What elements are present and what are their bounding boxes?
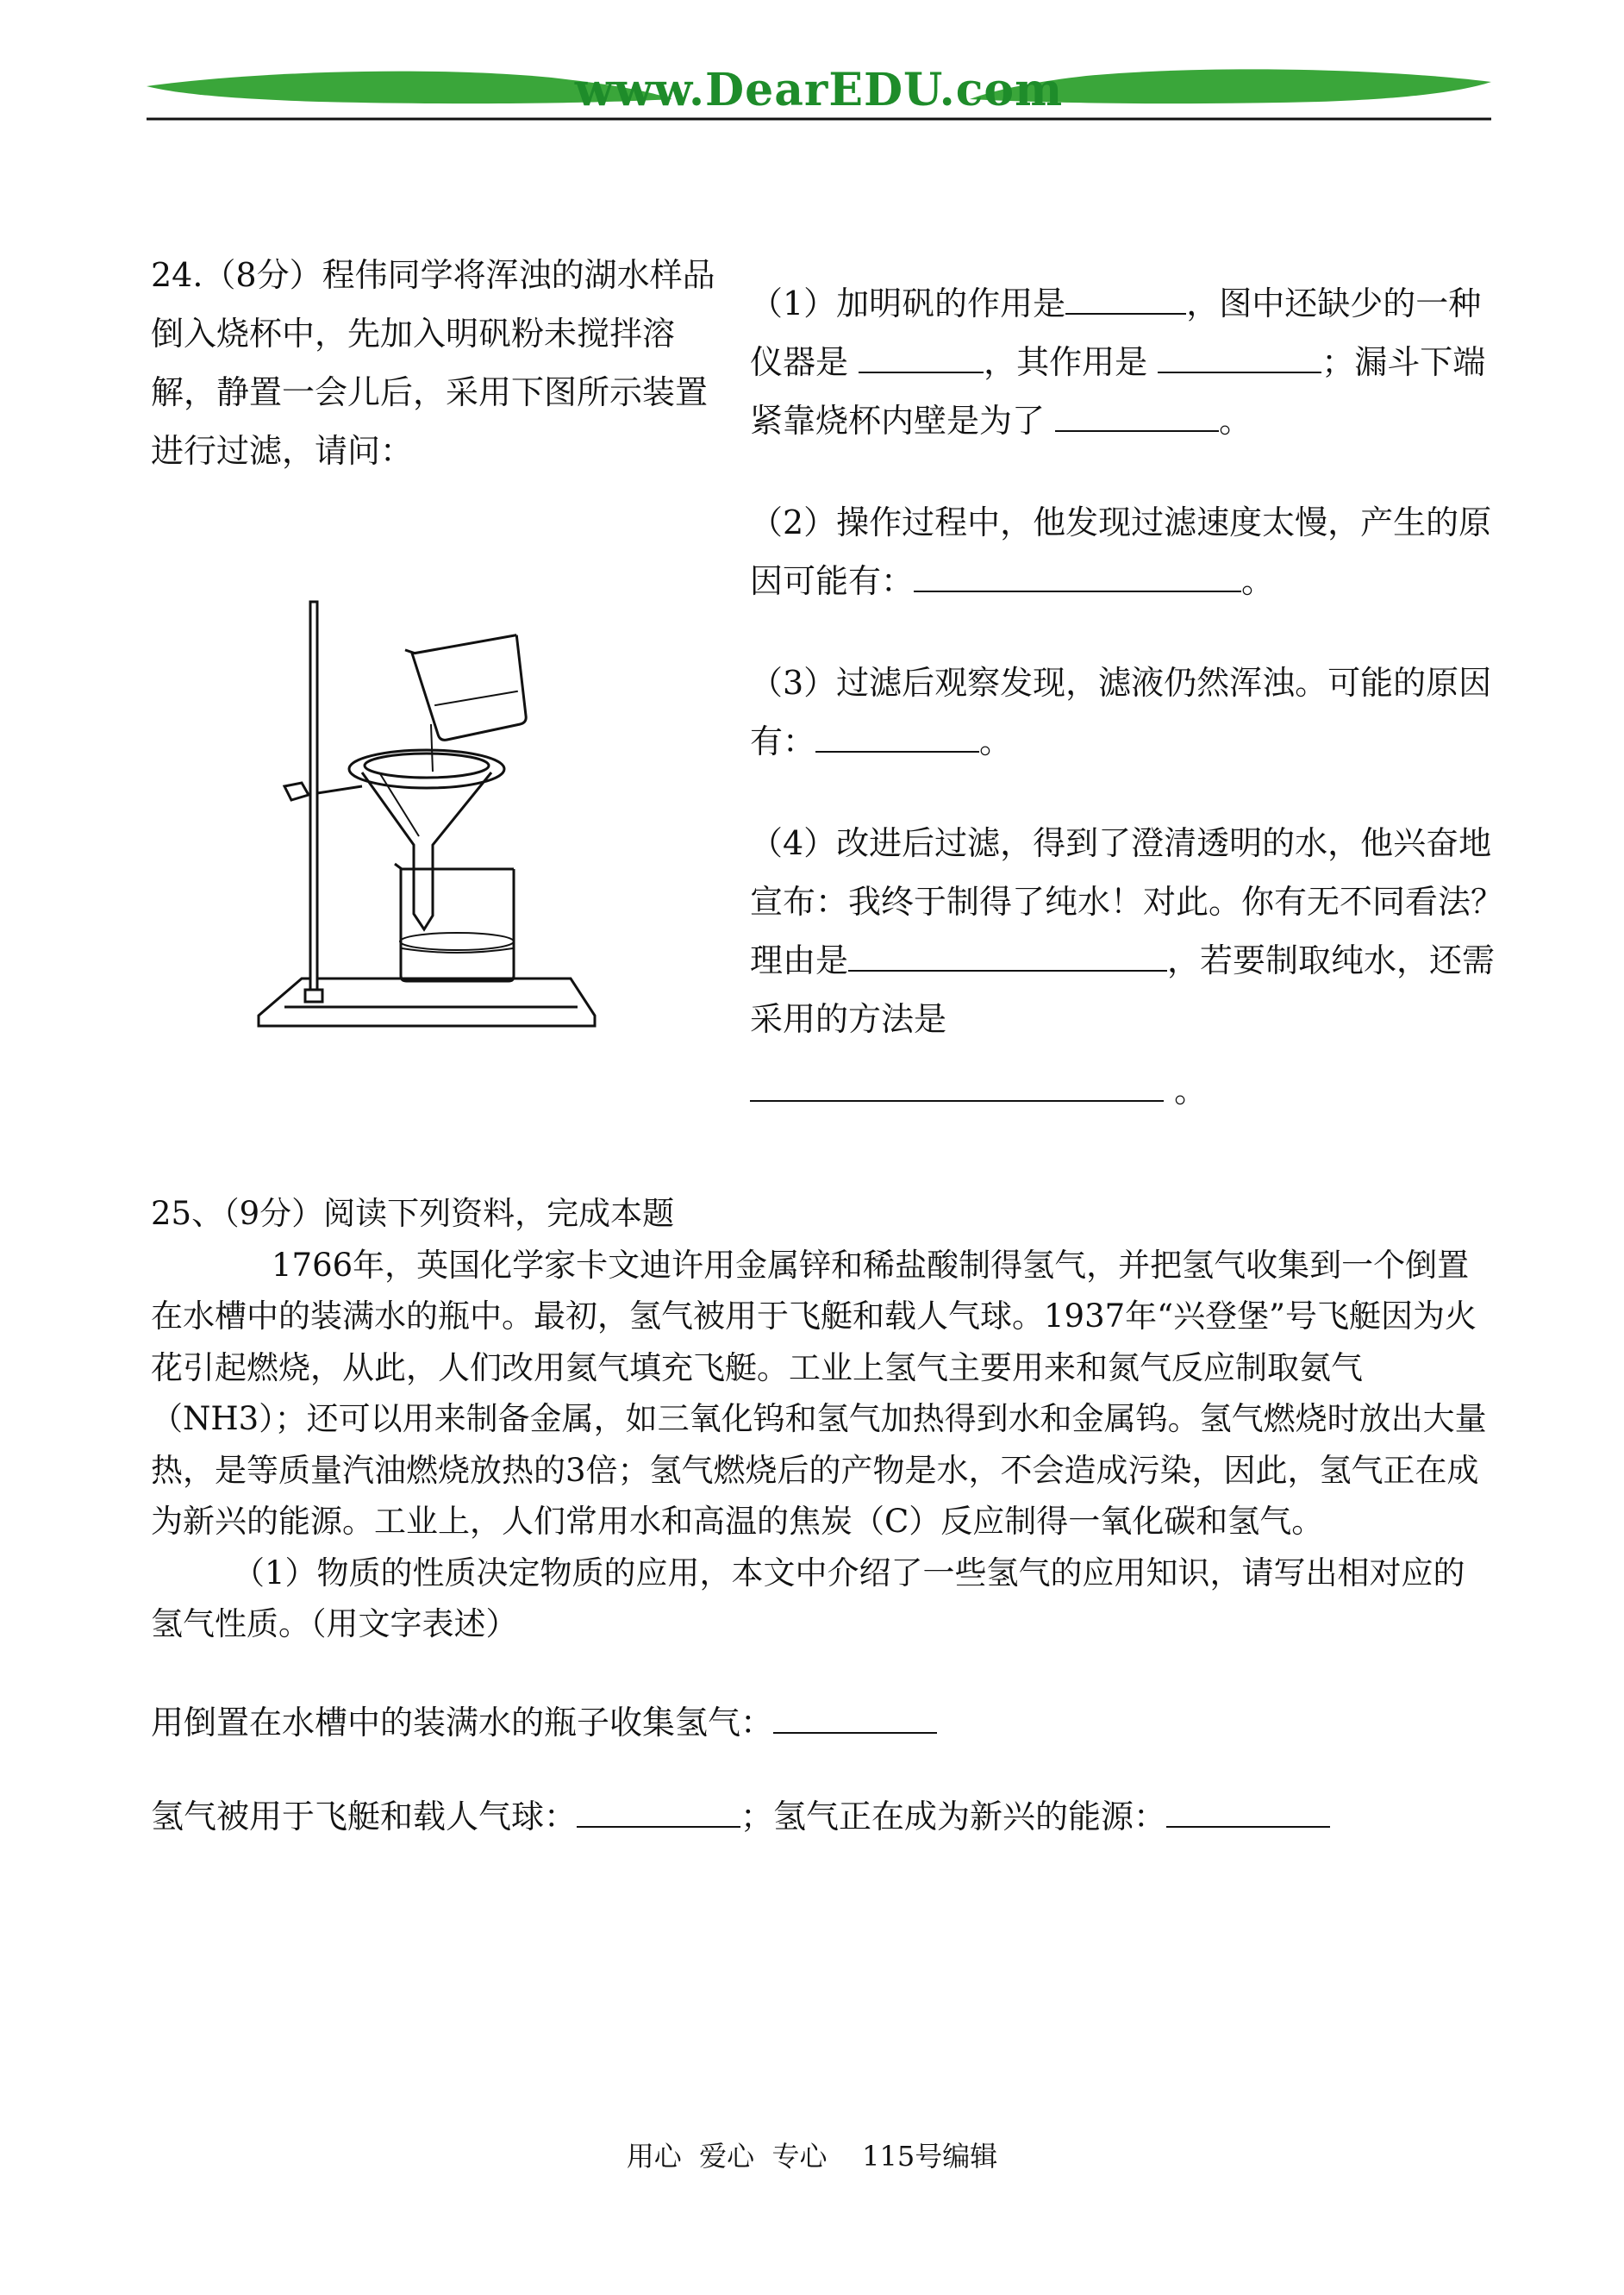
answer-blank[interactable]: [1158, 337, 1321, 373]
q24-part3-text-b: 。: [979, 722, 1013, 760]
q24-part1-text-d: ；漏斗下端紧靠烧杯内壁是为了: [750, 343, 1486, 440]
q24-part4-text-a: （4）改进后过滤，得到了澄清透明的水，他兴奋地宣布：我终于制得了纯水！对此。你有无不同看法？理由是: [750, 824, 1504, 979]
q24-part2: [750, 493, 1508, 610]
q25-answer-line-2: [151, 1792, 1496, 1843]
answer-blank[interactable]: [859, 337, 984, 373]
answer-blank[interactable]: [773, 1698, 937, 1734]
q25-title: 25、（9分）阅读下列资料，完成本题: [151, 1195, 675, 1232]
filtration-apparatus-figure: [250, 595, 612, 1047]
q24-intro: 24.（8分）程伟同学将浑浊的湖水样品倒入烧杯中，先加入明矾粉未搅拌溶解，静置一会儿后，采用下图所示装置进行过滤，请问：: [151, 256, 715, 470]
header-logo: [147, 52, 1491, 129]
q25-subquestion-1: （1）物质的性质决定物质的应用，本文中介绍了一些氢气的应用知识，请写出相对应的氢气性质。（用文字表述）: [151, 1554, 1465, 1642]
answer-blank[interactable]: [1065, 278, 1186, 315]
q24-part1: [750, 274, 1508, 450]
q24-part1-text-b: ，图中还缺少的一种仪器是: [750, 285, 1482, 381]
q25-line2-label-a: 氢气被用于飞艇和载人气球：: [151, 1798, 578, 1835]
q25-passage: 1766年，英国化学家卡文迪许用金属锌和稀盐酸制得氢气，并把氢气收集到一个倒置在水槽中的装满水的瓶中。最初，氢气被用于飞艇和载人气球。1937年“兴登堡”号飞艇因为火花引起燃烧，从此，人们改用氦气填充飞艇。工业上氢气主要用来和氮气反应制取氨气（NH3）；还可以用来制备金属，如三氧化钨和氢气加热得到水和金属钨。氢气燃烧时放出大量热，是等质量汽油燃烧放热的3倍；氢气燃烧后的产物是水，不会造成污染，因此，氢气正在成为新兴的能源。工业上，人们常用水和高温的焦炭（C）反应制得一氧化碳和氢气。: [151, 1246, 1487, 1540]
q24-part2-text-a: （2）操作过程中，他发现过滤速度太慢，产生的原因可能有：: [750, 503, 1492, 600]
answer-blank[interactable]: [750, 1066, 1164, 1102]
q24-part3-text-a: （3）过滤后观察发现，滤液仍然浑浊。可能的原因有：: [750, 664, 1492, 760]
q24-part4: [750, 814, 1508, 1120]
answer-blank[interactable]: [914, 556, 1241, 592]
q24-part1-text-e: 。: [1219, 402, 1252, 440]
q25-line2-label-b: ；氢气正在成为新兴的能源：: [740, 1798, 1167, 1835]
answer-blank[interactable]: [848, 935, 1167, 972]
q24-part4-text-c: 。: [1174, 1072, 1208, 1110]
q24-part3: [750, 653, 1508, 771]
q25-line1-label: 用倒置在水槽中的装满水的瓶子收集氢气：: [151, 1703, 774, 1742]
q24-part2-text-b: 。: [1241, 562, 1275, 600]
answer-blank[interactable]: [577, 1792, 740, 1828]
answer-blank[interactable]: [815, 716, 979, 753]
q24-part1-text-c: ，其作用是: [984, 343, 1148, 381]
site-logo-text: www.DearEDU.com: [574, 64, 1064, 116]
q25-answer-line-1: [151, 1698, 1496, 1749]
page-footer: 用心 爱心 专心 115号编辑: [626, 2140, 998, 2173]
q24-part4-text-b: ，若要制取纯水，还需采用的方法是: [750, 941, 1496, 1038]
q25-block: [151, 1188, 1496, 1843]
q24-part1-text-a: （1）加明矾的作用是: [750, 285, 1066, 322]
q24-subquestions: [750, 274, 1508, 1163]
answer-blank[interactable]: [1166, 1792, 1330, 1828]
answer-blank[interactable]: [1055, 396, 1219, 432]
